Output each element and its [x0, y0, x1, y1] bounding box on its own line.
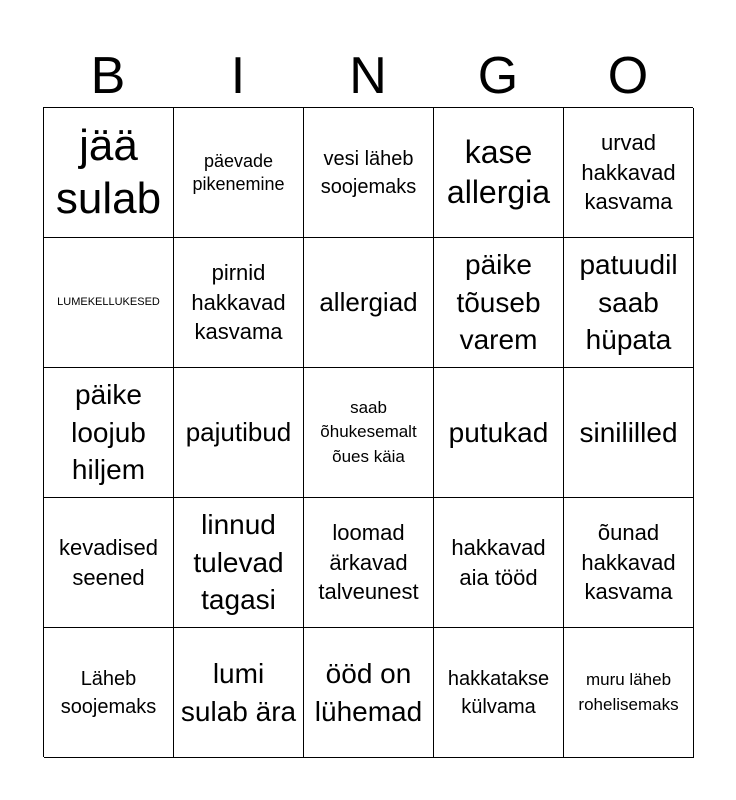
bingo-cell[interactable]: ööd on lühemad — [304, 628, 434, 758]
bingo-cell[interactable]: vesi läheb soojemaks — [304, 108, 434, 238]
bingo-cell[interactable]: hakkatakse külvama — [434, 628, 564, 758]
bingo-cell[interactable]: päike loojub hiljem — [44, 368, 174, 498]
bingo-cell[interactable]: kevadised seened — [44, 498, 174, 628]
bingo-cell[interactable]: linnud tulevad tagasi — [174, 498, 304, 628]
header-letter-g: G — [477, 47, 519, 105]
bingo-cell[interactable]: putukad — [434, 368, 564, 498]
bingo-cell[interactable]: LUMEKELLUKESED — [44, 238, 174, 368]
header-letter-b: B — [90, 47, 126, 105]
bingo-cell[interactable]: hakkavad aia tööd — [434, 498, 564, 628]
bingo-grid — [43, 107, 693, 757]
bingo-cell[interactable]: päevade pikenemine — [174, 108, 304, 238]
bingo-cell[interactable]: sinililled — [564, 368, 694, 498]
bingo-cell[interactable]: pirnid hakkavad kasvama — [174, 238, 304, 368]
header-letter-i: I — [230, 47, 246, 105]
bingo-cell[interactable]: jää sulab — [44, 108, 174, 238]
bingo-cell[interactable]: loomad ärkavad talveunest — [304, 498, 434, 628]
bingo-cell[interactable]: saab õhukesemalt õues käia — [304, 368, 434, 498]
bingo-cell[interactable]: pajutibud — [174, 368, 304, 498]
header-letter-o: O — [607, 47, 649, 105]
bingo-cell[interactable]: urvad hakkavad kasvama — [564, 108, 694, 238]
bingo-header — [43, 44, 693, 108]
bingo-cell[interactable]: patuudil saab hüpata — [564, 238, 694, 368]
bingo-cell[interactable]: allergiad — [304, 238, 434, 368]
bingo-cell[interactable]: õunad hakkavad kasvama — [564, 498, 694, 628]
bingo-cell[interactable]: Läheb soojemaks — [44, 628, 174, 758]
header-letter-n: N — [349, 47, 387, 105]
bingo-cell[interactable]: päike tõuseb varem — [434, 238, 564, 368]
bingo-cell[interactable]: lumi sulab ära — [174, 628, 304, 758]
bingo-cell[interactable]: muru läheb rohelisemaks — [564, 628, 694, 758]
bingo-cell[interactable]: kase allergia — [434, 108, 564, 238]
